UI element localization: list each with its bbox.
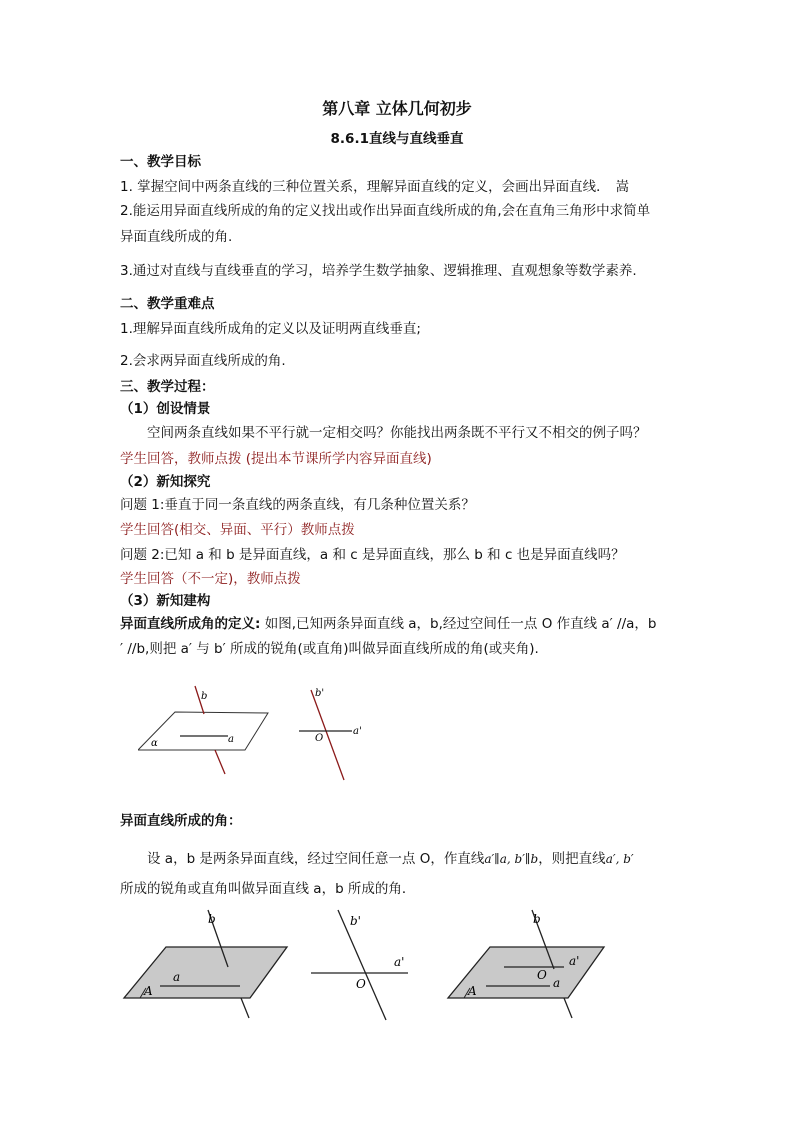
angle-text-1b: ，则把直线 — [538, 851, 606, 867]
question-2: 问题 2:已知 a 和 b 是异面直线，a 和 c 是异面直线，那么 b 和 c 也是异面直线吗？ — [120, 547, 625, 563]
part1-question: 空间两条直线如果不平行就一定相交吗？你能找出两条既不平行又不相交的例子吗？ — [147, 425, 647, 441]
part1-heading: （1）创设情景 — [120, 401, 211, 417]
section-title: 8.6.1直线与直线垂直 — [330, 131, 464, 147]
line-b-lower — [241, 998, 249, 1018]
question-2-answer: 学生回答（不一定)，教师点拨 — [120, 571, 301, 587]
label-alpha: α — [151, 738, 158, 749]
definition-line2: ′ //b,则把 a′ 与 b′ 所成的锐角(或直角)叫做异面直线所成的角(或夹角). — [120, 641, 539, 657]
label-b: b — [201, 691, 208, 702]
figure-shaded-plane-1 — [120, 905, 290, 1020]
label-a: a — [553, 976, 561, 990]
figure-intersecting-primes — [296, 684, 376, 784]
key-point-2: 2.会求两异面直线所成的角. — [120, 353, 286, 369]
objective-1-mark: 嵩 — [615, 179, 630, 195]
label-b-prime: b' — [315, 688, 325, 699]
label-A: A — [468, 984, 477, 998]
label-A: A — [144, 984, 153, 998]
definition-text1: 如图,已知两条异面直线 a，b,经过空间任一点 O 作直线 a′ //a，b — [260, 616, 657, 632]
label-a: a — [228, 734, 234, 745]
label-a-prime: a' — [394, 955, 405, 969]
label-O: O — [356, 977, 366, 991]
angle-text-line2: 所成的锐角或直角叫做异面直线 a，b 所成的角． — [120, 881, 416, 897]
angle-text-1a: 设 a，b 是两条异面直线，经过空间任意一点 O，作直线 — [147, 851, 485, 867]
objective-3: 3.通过对直线与直线垂直的学习，培养学生数学抽象、逻辑推理、直观想象等数学素养. — [120, 263, 637, 279]
figure-intersecting-lines — [308, 905, 418, 1025]
key-points-heading: 二、教学重难点 — [120, 296, 215, 312]
part2-heading: （2）新知探究 — [120, 474, 211, 490]
line-b-prime — [338, 910, 386, 1020]
angle-formula-2: a′, b′ — [605, 852, 634, 866]
angle-formula: a′∥a, b′∥b — [484, 852, 539, 866]
line-b-lower — [564, 998, 572, 1018]
objective-1-text: 1. 掌握空间中两条直线的三种位置关系，理解异面直线的定义，会画出异面直线． — [120, 179, 610, 195]
key-point-1: 1.理解异面直线所成角的定义以及证明两直线垂直; — [120, 321, 421, 337]
part3-heading: （3）新知建构 — [120, 593, 211, 609]
angle-text-line1 — [147, 850, 634, 868]
label-b: b — [208, 912, 216, 926]
definition-line1 — [120, 615, 656, 633]
figure-plane-skew-lines — [138, 684, 273, 779]
angle-heading: 异面直线所成的角： — [120, 813, 242, 829]
label-b-prime: b' — [350, 914, 361, 928]
objective-1 — [120, 178, 629, 196]
chapter-title: 第八章 立体几何初步 — [322, 99, 472, 118]
label-b: b — [533, 912, 541, 926]
figure-shaded-plane-2 — [444, 905, 614, 1020]
label-O: O — [315, 733, 324, 744]
label-a: a — [173, 970, 181, 984]
process-heading: 三、教学过程： — [120, 379, 215, 395]
question-1: 问题 1:垂直于同一条直线的两条直线，有几条种位置关系？ — [120, 497, 475, 513]
objective-2-line2: 异面直线所成的角. — [120, 229, 233, 245]
label-O: O — [537, 968, 547, 982]
question-1-answer: 学生回答(相交、异面、平行）教师点拨 — [120, 522, 355, 538]
label-a-prime: a' — [569, 954, 580, 968]
definition-label: 异面直线所成角的定义: — [120, 616, 261, 632]
line-b-lower — [215, 750, 225, 774]
label-a-prime: a' — [353, 726, 362, 737]
objectives-heading: 一、教学目标 — [120, 154, 201, 170]
part1-answer: 学生回答，教师点拨 (提出本节课所学内容异面直线) — [120, 451, 432, 467]
objective-2-line1: 2.能运用异面直线所成的角的定义找出或作出异面直线所成的角,会在直角三角形中求简单 — [120, 203, 651, 219]
